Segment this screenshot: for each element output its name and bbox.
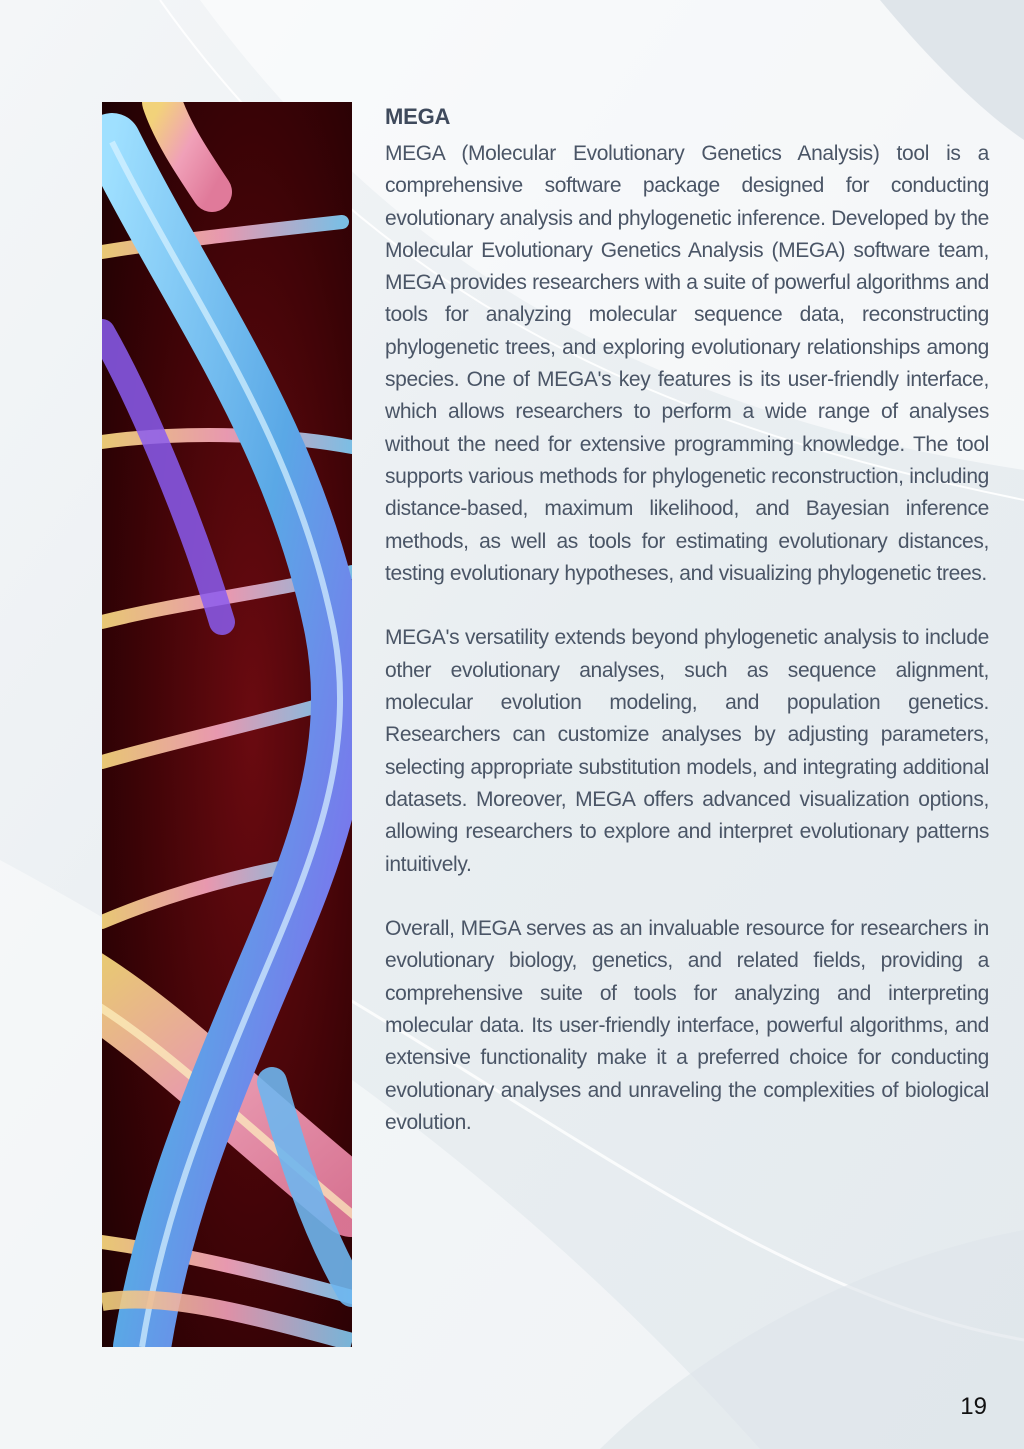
paragraph-3: Overall, MEGA serves as an invaluable resource for researchers in evolutionary biology, genetics, and related fields, providing a comprehensive suite of tools for analyzing and interpreting molecular data. Its user-friendly interface, powerful algorithms, and extensive functionality make it a preferred choice for conducting evolutionary analyses and unraveling the complexities of biological evolution. — [385, 917, 989, 1134]
page-number: 19 — [960, 1393, 987, 1420]
section-heading: MEGA — [385, 104, 451, 129]
article-column — [385, 102, 989, 1172]
paragraph-1: MEGA (Molecular Evolutionary Genetics Analysis) tool is a comprehensive software package designed for conducting evolutionary analysis and phylogenetic inference. Developed by the Molecular Evolutionary Genetics Analysis (MEGA) software team, MEGA provides researchers with a suite of powerful algorithms and tools for analyzing molecular sequence data, reconstructing phylogenetic trees, and exploring evolutionary relationships among species. One of MEGA's key features is its user-friendly interface, which allows researchers to perform a wide range of analyses without the need for extensive programming knowledge. The tool supports various methods for phylogenetic reconstruction, including distance-based, maximum likelihood, and Bayesian inference methods, as well as tools for estimating evolutionary distances, testing evolutionary hypotheses, and visualizing phylogenetic trees. — [385, 142, 989, 585]
paragraph-2: MEGA's versatility extends beyond phylogenetic analysis to include other evolutionary analyses, such as sequence alignment, molecular evolution modeling, and population genetics. Researchers can customize analyses by adjusting parameters, selecting appropriate substitution models, and integrating additional datasets. Moreover, MEGA offers advanced visualization options, allowing researchers to explore and interpret evolutionary patterns intuitively. — [385, 626, 989, 876]
dna-helix-image — [102, 102, 352, 1347]
